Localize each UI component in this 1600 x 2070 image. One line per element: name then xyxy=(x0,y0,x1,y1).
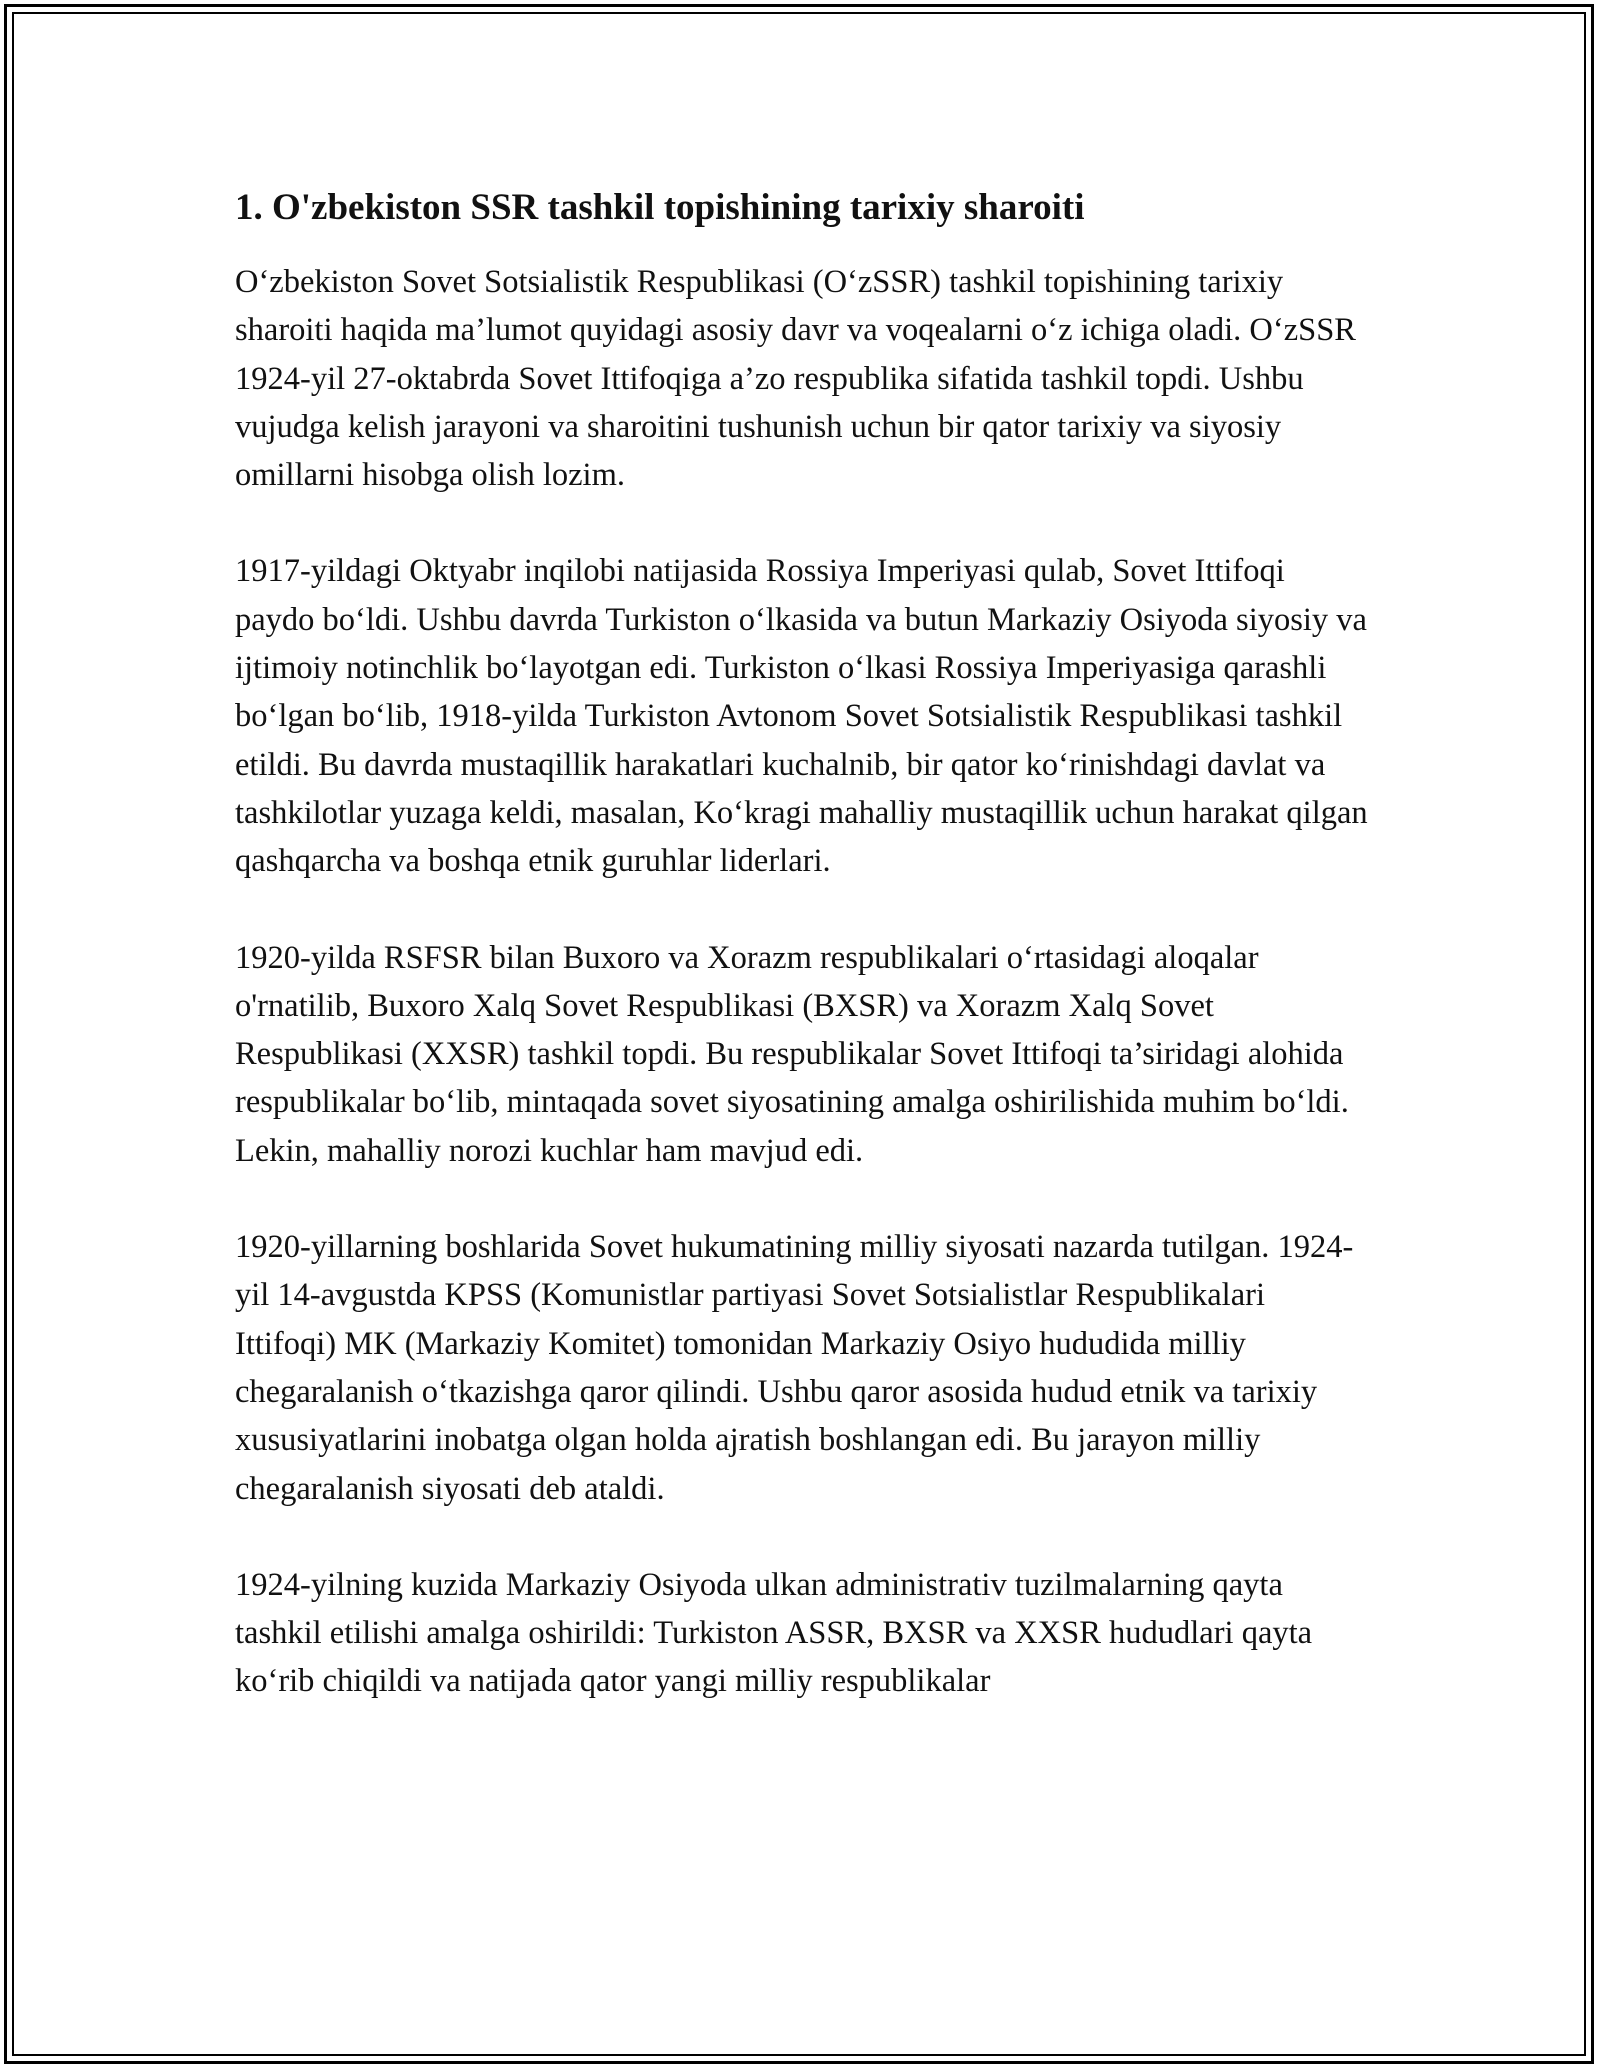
paragraph-1: O‘zbekiston Sovet Sotsialistik Respublikasi (O‘zSSR) tashkil topishining tarixiy sharoiti haqida ma’lumot quyidagi asosiy davr va voqealarni o‘z ichiga oladi. O‘zSSR 1924-yil 27-oktabrda Sovet Ittifoqiga a’zo respublika sifatida tashkil topdi. Ushbu vujudga kelish jarayoni va sharoitini tushunish uchun bir qator tarixiy va siyosiy omillarni hisobga olish lozim. xyxy=(235,264,1356,494)
paragraph-3: 1920-yilda RSFSR bilan Buxoro va Xorazm respublikalari o‘rtasidagi aloqalar o'rnatilib, Buxoro Xalq Sovet Respublikasi (BXSR) va Xorazm Xalq Sovet Respublikasi (XXSR) tashkil topdi. Bu respublikalar Sovet Ittifoqi ta’siridagi alohida respublikalar bo‘lib, mintaqada sovet siyosatining amalga oshirilishida muhim bo‘ldi. Lekin, mahalliy norozi kuchlar ham mavjud edi. xyxy=(235,939,1349,1169)
paragraph-2: 1917-yildagi Oktyabr inqilobi natijasida Rossiya Imperiyasi qulab, Sovet Ittifoqi paydo bo‘ldi. Ushbu davrda Turkiston o‘lkasida va butun Markaziy Osiyoda siyosiy va ijtimoiy notinchlik bo‘layotgan edi. Turkiston o‘lkasi Rossiya Imperiyasiga qarashli bo‘lgan bo‘lib, 1918-yilda Turkiston Avtonom Sovet Sotsialistik Respublikasi tashkil etildi. Bu davrda mustaqillik harakatlari kuchalnib, bir qator ko‘rinishdagi davlat va tashkilotlar yuzaga keldi, masalan, Ko‘kragi mahalliy mustaqillik uchun harakat qilgan qashqarcha va boshqa etnik guruhlar liderlari. xyxy=(235,553,1368,880)
section-heading: 1. O'zbekiston SSR tashkil topishining tarixiy sharoiti xyxy=(235,187,1085,228)
document-body xyxy=(235,180,1370,1754)
paragraph-4: 1920-yillarning boshlarida Sovet hukumatining milliy siyosati nazarda tutilgan. 1924-yil 14-avgustda KPSS (Komunistlar partiyasi Sovet Sotsialistlar Respublikalari Ittifoqi) MK (Markaziy Komitet) tomonidan Markaziy Osiyo hududida milliy chegaralanish o‘tkazishga qaror qilindi. Ushbu qaror asosida hudud etnik va tarixiy xususiyatlarini inobatga olgan holda ajratish boshlangan edi. Bu jarayon milliy chegaralanish siyosati deb ataldi. xyxy=(235,1229,1354,1507)
paragraph-5: 1924-yilning kuzida Markaziy Osiyoda ulkan administrativ tuzilmalarning qayta tashkil etilishi amalga oshirildi: Turkiston ASSR, BXSR va XXSR hududlari qayta ko‘rib chiqildi va natijada qator yangi milliy respublikalar xyxy=(235,1566,1313,1700)
